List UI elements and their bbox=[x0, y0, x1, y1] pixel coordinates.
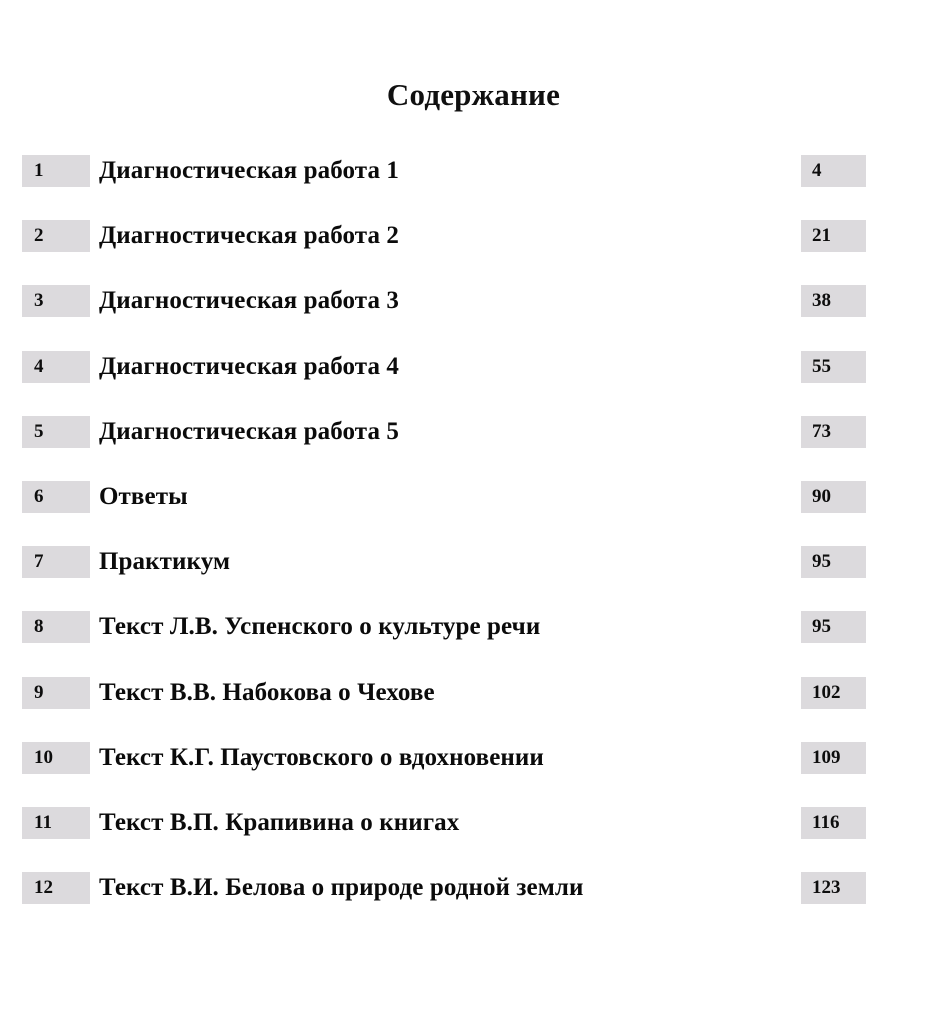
toc-entry-page-number: 123 bbox=[801, 872, 866, 904]
toc-entry-page-number: 95 bbox=[801, 546, 866, 578]
toc-entry-number: 8 bbox=[22, 611, 90, 643]
toc-entry-number: 10 bbox=[22, 742, 90, 774]
toc-entry[interactable] bbox=[0, 541, 947, 606]
toc-entry-page-number: 21 bbox=[801, 220, 866, 252]
toc-entry-page-number: 55 bbox=[801, 351, 866, 383]
toc-entry-label[interactable]: Ответы bbox=[99, 482, 188, 510]
toc-entry-label[interactable]: Текст В.В. Набокова о Чехове bbox=[99, 678, 435, 706]
toc-entry-label[interactable]: Текст Л.В. Успенского о культуре речи bbox=[99, 613, 541, 641]
toc-entry-label[interactable]: Диагностическая работа 1 bbox=[99, 157, 400, 184]
toc-entry-label[interactable]: Диагностическая работа 5 bbox=[99, 417, 400, 445]
toc-entry[interactable] bbox=[0, 802, 947, 867]
toc-entry[interactable] bbox=[0, 411, 947, 476]
toc-entry-page-number: 73 bbox=[801, 416, 866, 448]
toc-entry-label[interactable]: Текст В.П. Крапивина о книгах bbox=[99, 808, 460, 836]
toc-entry-number: 6 bbox=[22, 481, 90, 513]
toc-entry-number: 12 bbox=[22, 872, 90, 904]
toc-entry-label[interactable]: Диагностическая работа 4 bbox=[99, 352, 400, 380]
toc-entry-label[interactable]: Текст К.Г. Паустовского о вдохновении bbox=[99, 743, 544, 771]
toc-entry-label[interactable]: Диагностическая работа 2 bbox=[99, 222, 400, 250]
toc-entry[interactable] bbox=[0, 150, 947, 215]
toc-entry-page-number: 38 bbox=[801, 285, 866, 317]
toc-entry[interactable] bbox=[0, 476, 947, 541]
toc-entry-page-number: 95 bbox=[801, 611, 866, 643]
toc-entry-number: 3 bbox=[22, 285, 90, 317]
toc-entry[interactable] bbox=[0, 215, 947, 280]
toc-entry[interactable] bbox=[0, 280, 947, 345]
toc-entry-page-number: 116 bbox=[801, 807, 866, 839]
toc-entry-list bbox=[0, 150, 947, 932]
toc-entry-number: 7 bbox=[22, 546, 90, 578]
page-title: Содержание bbox=[386, 77, 561, 112]
toc-entry[interactable] bbox=[0, 606, 947, 671]
toc-entry-label[interactable]: Текст В.И. Белова о природе родной земли bbox=[99, 874, 584, 902]
toc-entry-page-number: 102 bbox=[801, 677, 866, 709]
toc-entry[interactable] bbox=[0, 867, 947, 932]
toc-entry-label[interactable]: Диагностическая работа 3 bbox=[99, 287, 400, 315]
toc-entry-number: 9 bbox=[22, 677, 90, 709]
toc-entry-number: 2 bbox=[22, 220, 90, 252]
toc-entry-page-number: 109 bbox=[801, 742, 866, 774]
toc-entry-page-number: 4 bbox=[801, 155, 866, 187]
toc-entry-number: 1 bbox=[22, 155, 90, 187]
toc-entry-number: 11 bbox=[22, 807, 90, 839]
toc-entry-number: 4 bbox=[22, 351, 90, 383]
toc-entry-label[interactable]: Практикум bbox=[99, 548, 231, 576]
toc-entry[interactable] bbox=[0, 346, 947, 411]
toc-entry-number: 5 bbox=[22, 416, 90, 448]
toc-entry-page-number: 90 bbox=[801, 481, 866, 513]
toc-entry[interactable] bbox=[0, 672, 947, 737]
toc-entry[interactable] bbox=[0, 737, 947, 802]
